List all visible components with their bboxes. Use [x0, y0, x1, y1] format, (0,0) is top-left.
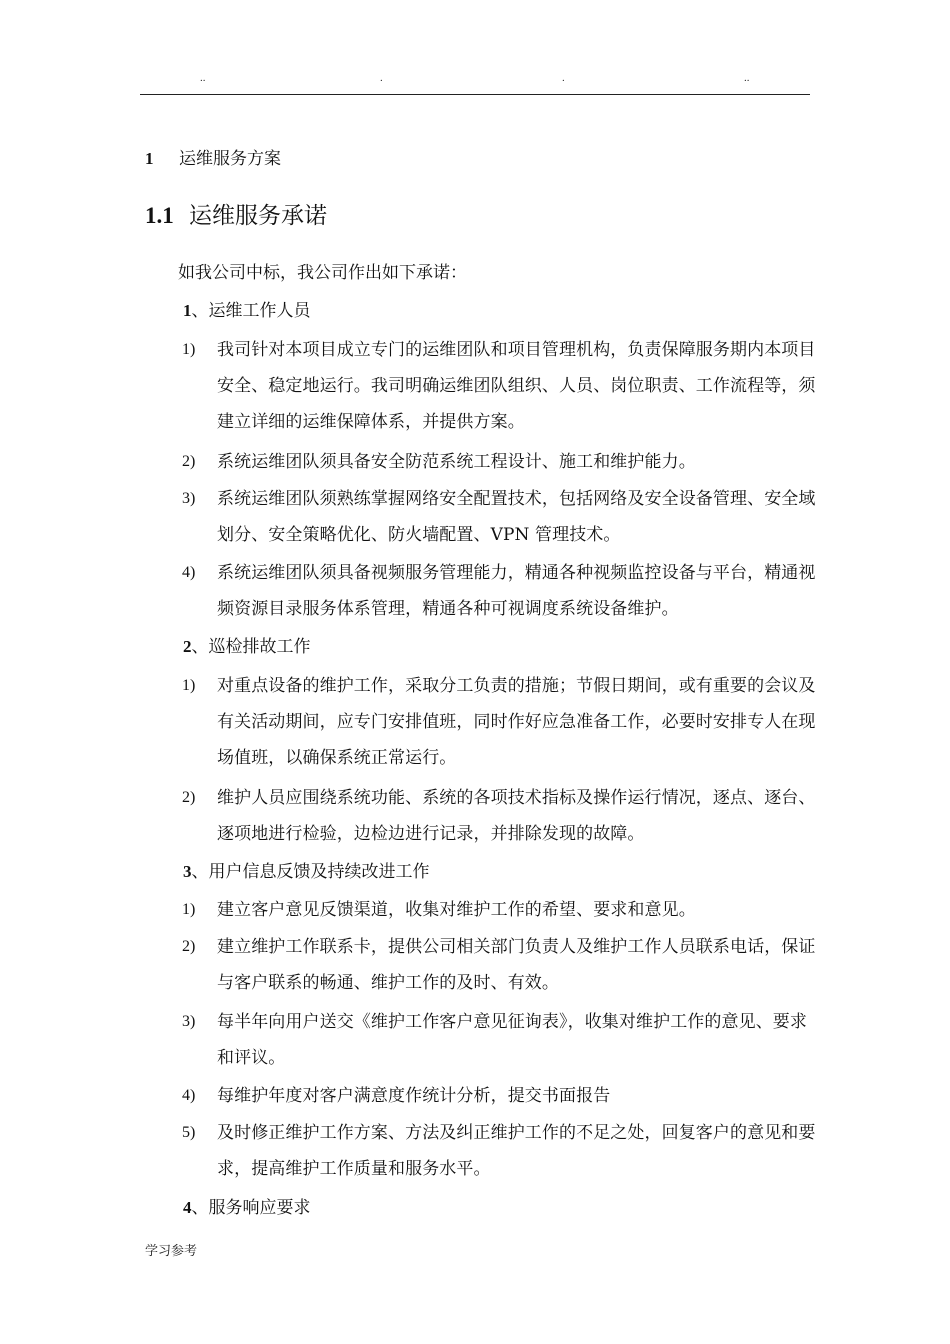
list-item-number: 5): [182, 1124, 196, 1141]
list-item: [182, 1115, 822, 1187]
list-item: [182, 780, 822, 852]
list-item-number: 2): [182, 789, 196, 806]
section-title: [183, 300, 311, 322]
list-item-number: 4): [182, 564, 196, 581]
section-title-text: 、巡检排故工作: [191, 637, 311, 657]
list-item-text: 建立维护工作联系卡，提供公司相关部门负责人及维护工作人员联系电话，保证与客户联系的畅通、维护工作的及时、有效。: [217, 937, 816, 993]
list-item-number: 2): [182, 453, 196, 470]
list-item-text: 及时修正维护工作方案、方法及纠正维护工作的不足之处，回复客户的意见和要求，提高维护工作质量和服务水平。: [217, 1123, 816, 1179]
list-item-text: 建立客户意见反馈渠道，收集对维护工作的希望、要求和意见。: [217, 900, 696, 920]
header-rule: [140, 94, 810, 95]
list-item: [182, 668, 822, 776]
list-item: [182, 332, 822, 440]
heading-2: [145, 201, 327, 231]
page-header: [140, 72, 810, 86]
section-title: [183, 1197, 311, 1219]
list-item: [182, 1004, 822, 1076]
list-item: [182, 555, 822, 627]
list-item-number: 1): [182, 677, 196, 694]
heading-1-number: 1: [145, 149, 154, 168]
heading-2-title: 运维服务承诺: [189, 203, 327, 229]
header-mark: ..: [744, 72, 750, 84]
list-item-text: 对重点设备的维护工作，采取分工负责的措施；节假日期间，或有重要的会议及有关活动期间，应专门安排值班，同时作好应急准备工作，必要时安排专人在现场值班，以确保系统正常运行。: [217, 676, 816, 768]
list-item: [182, 1078, 822, 1114]
intro-paragraph: 如我公司中标，我公司作出如下承诺：: [178, 263, 467, 283]
section-title: [183, 636, 311, 658]
list-item-text: 系统运维团队须具备安全防范系统工程设计、施工和维护能力。: [217, 452, 696, 472]
section-title-text: 、服务响应要求: [191, 1198, 311, 1218]
header-mark: .: [380, 72, 383, 84]
list-item: [182, 444, 822, 480]
section-title-text: 、用户信息反馈及持续改进工作: [191, 862, 430, 882]
list-item-text: 每半年向用户送交《维护工作客户意见征询表》，收集对维护工作的意见、要求和评议。: [217, 1012, 807, 1068]
list-item-number: 3): [182, 490, 196, 507]
header-mark: ..: [200, 72, 206, 84]
list-item: [182, 481, 822, 553]
list-item-text: 我司针对本项目成立专门的运维团队和项目管理机构，负责保障服务期内本项目安全、稳定地运行。我司明确运维团队组织、人员、岗位职责、工作流程等，须建立详细的运维保障体系，并提供方案。: [217, 340, 816, 432]
section-number: 1: [183, 301, 192, 320]
list-item-number: 2): [182, 938, 196, 955]
list-item: [182, 892, 822, 928]
list-item-number: 1): [182, 341, 196, 358]
header-mark: .: [562, 72, 565, 84]
heading-1-title: 运维服务方案: [179, 149, 281, 169]
section-number: 2: [183, 637, 192, 656]
heading-1: [145, 148, 281, 170]
section-number: 3: [183, 862, 192, 881]
list-item-number: 3): [182, 1013, 196, 1030]
page-footer: 学习参考: [145, 1244, 198, 1259]
list-item-text: 每维护年度对客户满意度作统计分析，提交书面报告: [217, 1086, 611, 1106]
list-item-text: 系统运维团队须熟练掌握网络安全配置技术，包括网络及安全设备管理、安全域划分、安全策略优化、防火墙配置、VPN 管理技术。: [217, 489, 816, 545]
section-title-text: 、运维工作人员: [191, 301, 311, 321]
list-item-number: 4): [182, 1087, 196, 1104]
section-title: [183, 861, 430, 883]
list-item-text: 系统运维团队须具备视频服务管理能力，精通各种视频监控设备与平台，精通视频资源目录服务体系管理，精通各种可视调度系统设备维护。: [217, 563, 816, 619]
heading-2-number: 1.1: [145, 203, 174, 228]
list-item: [182, 929, 822, 1001]
section-number: 4: [183, 1198, 192, 1217]
list-item-text: 维护人员应围绕系统功能、系统的各项技术指标及操作运行情况，逐点、逐台、逐项地进行检验，边检边进行记录，并排除发现的故障。: [217, 788, 816, 844]
list-item-number: 1): [182, 901, 196, 918]
